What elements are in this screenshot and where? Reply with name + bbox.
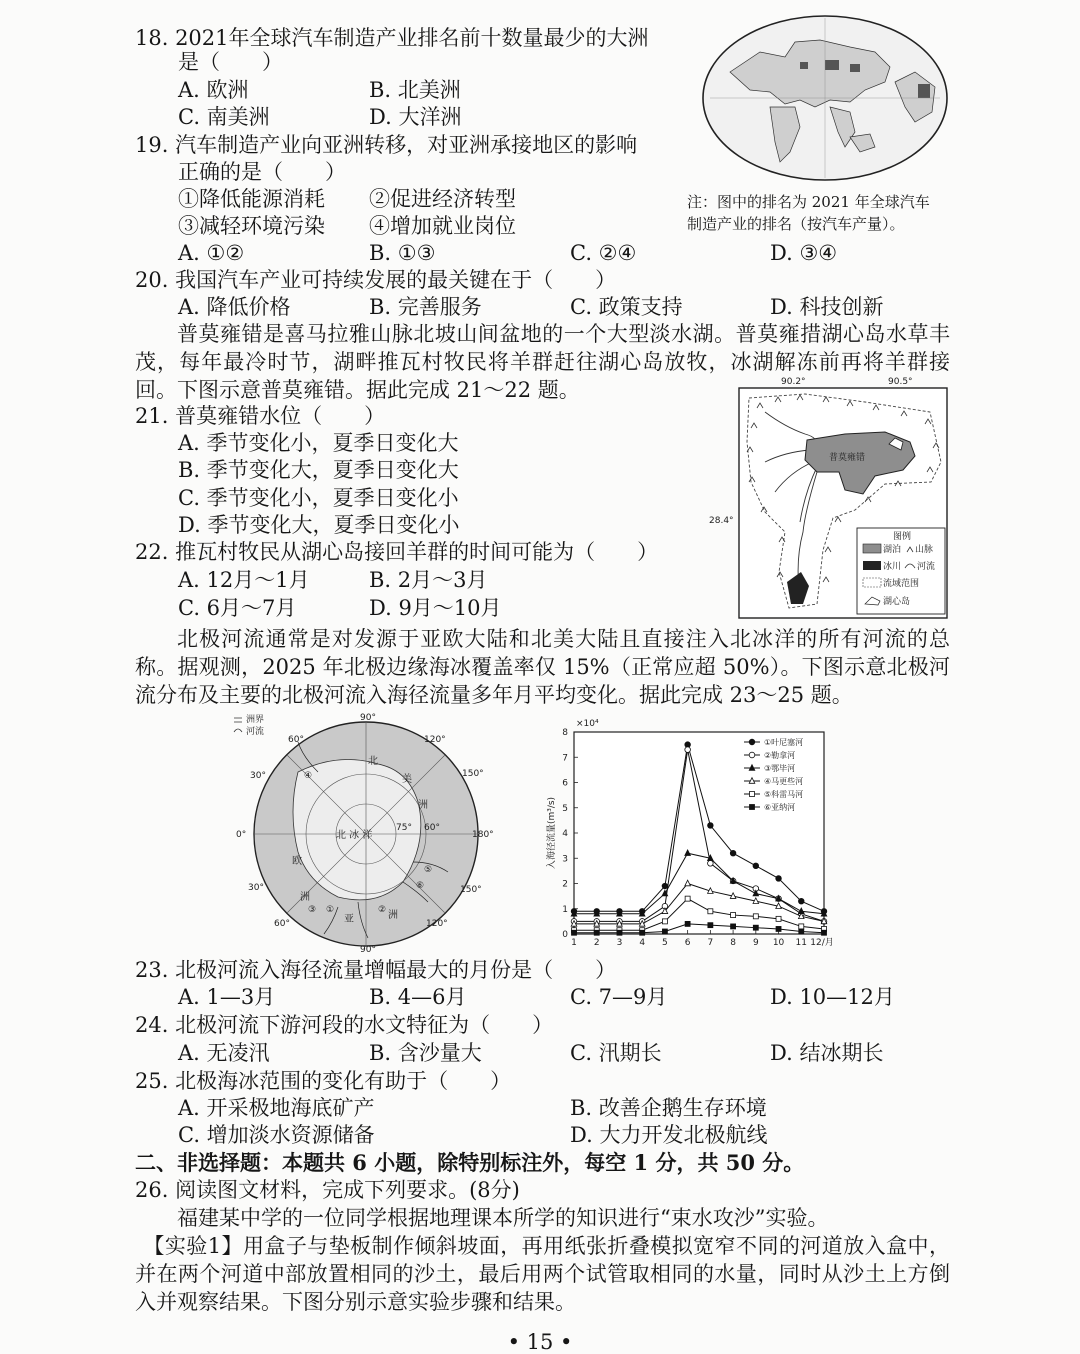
svg-text:欧: 欧 <box>292 856 302 867</box>
svg-text:75°: 75° <box>396 823 412 833</box>
svg-text:30°: 30° <box>248 883 264 893</box>
y-axis-label: 入海径流量(m³/s) <box>547 796 557 870</box>
svg-text:图例: 图例 <box>893 532 912 542</box>
svg-text:北: 北 <box>368 756 378 767</box>
data-point <box>708 861 714 867</box>
lake-map-lon-2: 90.5° <box>888 377 913 387</box>
svg-text:洲: 洲 <box>418 800 428 811</box>
svg-text:流域范围: 流域范围 <box>883 579 920 589</box>
x-tick-label: 11 <box>795 938 807 948</box>
q21-option-c: C. 季节变化小，夏季日变化小 <box>178 486 459 510</box>
y-tick-label: 8 <box>562 728 568 738</box>
svg-text:山脉: 山脉 <box>915 545 934 555</box>
q22-option-c: C. 6月～7月 <box>178 596 297 620</box>
svg-text:冰川: 冰川 <box>883 562 902 572</box>
svg-text:120°: 120° <box>424 735 446 745</box>
y-tick-label: 3 <box>562 854 568 865</box>
q25-option-b: B. 改善企鹅生存环境 <box>570 1096 767 1120</box>
q23-option-a: A. 1—3月 <box>178 985 276 1009</box>
q19-option-b: B. ①③ <box>369 241 436 265</box>
svg-text:60°: 60° <box>288 735 304 745</box>
data-point <box>572 930 577 935</box>
q21-stem: 21. 普莫雍错水位（ ） <box>135 404 386 428</box>
q25-option-c: C. 增加淡水资源储备 <box>178 1123 375 1147</box>
svg-text:180°: 180° <box>472 830 494 840</box>
q19-item-2: ②促进经济转型 <box>369 187 516 211</box>
q20-option-d: D. 科技创新 <box>770 295 884 319</box>
data-point <box>749 739 755 745</box>
q19-option-d: D. ③④ <box>770 241 838 265</box>
data-point <box>617 930 622 935</box>
data-point <box>799 924 804 929</box>
q19-item-4: ④增加就业岗位 <box>369 214 516 238</box>
data-point <box>685 896 690 901</box>
svg-text:湖泊: 湖泊 <box>883 545 902 555</box>
data-point <box>798 898 804 904</box>
q25-option-a: A. 开采极地海底矿产 <box>178 1096 375 1120</box>
q24-option-c: C. 汛期长 <box>570 1041 662 1065</box>
svg-text:150°: 150° <box>460 885 482 895</box>
y-tick-label: 6 <box>562 778 568 789</box>
svg-text:洲: 洲 <box>388 910 398 921</box>
svg-text:30°: 30° <box>250 771 266 781</box>
passage-experiment-1: 【实验1】用盒子与垫板制作倾斜坡面，再用纸张折叠模拟宽窄不同的河道放入盒中，并在两个河道中部放置相同的沙土，最后用两个试管取相同的水量，同时从沙土上方倒入并观察结果。下图分别示意实验步骤和结果。 <box>135 1234 950 1314</box>
x-tick-label: 10 <box>772 938 785 948</box>
svg-text:③: ③ <box>308 905 317 915</box>
q24-option-d: D. 结冰期长 <box>770 1041 884 1065</box>
svg-text:150°: 150° <box>462 769 484 779</box>
q18-stem-cont: 是（ ） <box>178 50 283 74</box>
svg-text:湖心岛: 湖心岛 <box>883 597 911 607</box>
svg-text:北 冰 洋: 北 冰 洋 <box>336 830 373 841</box>
svg-text:洲: 洲 <box>300 892 310 903</box>
q18-option-b: B. 北美洲 <box>369 78 461 102</box>
data-point <box>685 921 690 926</box>
legend-label: ③鄂毕河 <box>764 764 796 773</box>
lake-map-lat: 28.4° <box>709 516 734 526</box>
data-point <box>730 850 736 856</box>
x-tick-label: 6 <box>684 938 691 948</box>
data-point <box>662 929 667 934</box>
x-tick-label: 4 <box>639 938 646 948</box>
x-tick-label: 2 <box>593 938 600 948</box>
q19-option-a: A. ①② <box>178 241 245 265</box>
y-tick-label: 4 <box>562 829 568 839</box>
runoff-line-chart <box>540 712 850 952</box>
lake-name: 普莫雍错 <box>829 453 866 463</box>
svg-text:⑤: ⑤ <box>424 865 433 875</box>
data-point <box>753 914 758 919</box>
x-tick-label: 7 <box>707 938 714 948</box>
q18-option-c: C. 南美洲 <box>178 105 270 129</box>
legend-label: ⑥亚纳河 <box>764 803 796 812</box>
svg-text:60°: 60° <box>424 823 440 833</box>
lake-map <box>705 372 950 620</box>
x-tick-label: 3 <box>616 938 623 948</box>
data-point <box>731 913 736 918</box>
q21-option-b: B. 季节变化大，夏季日变化大 <box>178 458 459 482</box>
q19-option-c: C. ②④ <box>570 241 637 265</box>
q26-stem: 26. 阅读图文材料，完成下列要求。(8分) <box>135 1178 520 1202</box>
x-tick-label: 8 <box>730 938 736 948</box>
data-point <box>731 924 736 929</box>
svg-text:河流: 河流 <box>917 562 936 572</box>
svg-text:④: ④ <box>304 771 313 781</box>
q20-option-a: A. 降低价格 <box>178 295 291 319</box>
page-number: • 15 • <box>507 1330 573 1354</box>
legend-label: ⑤科雷马河 <box>764 790 804 799</box>
data-point <box>753 925 758 930</box>
q25-option-d: D. 大力开发北极航线 <box>570 1123 768 1147</box>
q22-option-a: A. 12月～1月 <box>178 568 310 592</box>
y-tick-label: 2 <box>562 879 568 890</box>
x-tick-label: 5 <box>662 938 668 948</box>
legend-label: ④马更些河 <box>764 777 804 786</box>
q24-stem: 24. 北极河流下游河段的水文特征为（ ） <box>135 1013 554 1037</box>
passage-arctic-rivers: 北极河流通常是对发源于亚欧大陆和北美大陆且直接注入北冰洋的所有河流的总称。据观测，2025 年北极边缘海冰覆盖率仅 15%（正常应超 50%）。下图示意北极河流分布及主要的北极河流入海径流量多年月平均变化。据此完成 23～25 题。 <box>135 627 950 707</box>
legend-label: ②勒拿河 <box>764 751 796 760</box>
y-exponent-label: ×10⁴ <box>576 719 599 729</box>
q18-option-a: A. 欧洲 <box>178 78 249 102</box>
lake-map-lon-1: 90.2° <box>781 377 806 387</box>
q18-option-d: D. 大洋洲 <box>369 105 462 129</box>
data-point <box>685 747 691 753</box>
y-tick-label: 7 <box>562 753 568 764</box>
q19-stem: 19. 汽车制造产业向亚洲转移，对亚洲承接地区的影响 <box>135 133 638 157</box>
q22-option-b: B. 2月～3月 <box>369 568 488 592</box>
svg-text:⑥: ⑥ <box>416 881 425 891</box>
data-point <box>662 919 667 924</box>
data-point <box>640 930 645 935</box>
svg-text:美: 美 <box>402 774 412 785</box>
arctic-map <box>228 712 494 955</box>
q22-stem: 22. 推瓦村牧民从湖心岛接回羊群的时间可能为（ ） <box>135 540 659 564</box>
data-point <box>799 929 804 934</box>
q23-option-b: B. 4—6月 <box>369 985 467 1009</box>
q24-option-b: B. 含沙量大 <box>369 1041 482 1065</box>
lake-map-legend <box>857 528 945 614</box>
svg-text:河流: 河流 <box>246 727 265 737</box>
data-point <box>822 930 827 935</box>
svg-text:120°: 120° <box>426 919 448 929</box>
svg-text:90°: 90° <box>360 945 376 955</box>
q20-option-b: B. 完善服务 <box>369 295 482 319</box>
q20-stem: 20. 我国汽车产业可持续发展的最关键在于（ ） <box>135 268 617 292</box>
data-point <box>750 792 755 797</box>
q25-stem: 25. 北极海冰范围的变化有助于（ ） <box>135 1069 512 1093</box>
svg-text:洲界: 洲界 <box>246 715 265 725</box>
data-point <box>662 883 668 889</box>
x-tick-label: 1 <box>571 938 577 948</box>
data-point <box>753 863 759 869</box>
map-note-line-1: 注：图中的排名为 2021 年全球汽车 <box>687 193 930 211</box>
svg-text:60°: 60° <box>274 919 290 929</box>
data-point <box>750 805 755 810</box>
legend-label: ①叶尼塞河 <box>764 738 804 747</box>
passage-experiment-intro: 福建某中学的一位同学根据地理课本所学的知识进行“束水攻沙”实验。 <box>177 1206 829 1230</box>
q20-option-c: C. 政策支持 <box>570 295 683 319</box>
data-point <box>776 876 782 882</box>
data-point <box>594 930 599 935</box>
q23-stem: 23. 北极河流入海径流量增幅最大的月份是（ ） <box>135 958 617 982</box>
map-note-line-2: 制造产业的排名（按汽车产量）。 <box>687 215 905 233</box>
q23-option-c: C. 7—9月 <box>570 985 668 1009</box>
q21-option-d: D. 季节变化大，夏季日变化小 <box>178 513 460 537</box>
world-car-map <box>700 12 950 184</box>
q19-item-1: ①降低能源消耗 <box>178 187 325 211</box>
passage-pumoyongcuo: 普莫雍错是喜马拉雅山脉北坡山间盆地的一个大型淡水湖。普莫雍措湖心岛水草丰茂，每年最冷时节，湖畔推瓦村牧民将羊群赶往湖心岛放牧，冰湖解冻前再将羊群接回。下图示意普莫雍错。据此完成 21～22 题。 <box>135 322 950 402</box>
data-point <box>749 752 755 758</box>
q24-option-a: A. 无凌汛 <box>178 1041 270 1065</box>
y-tick-label: 1 <box>562 904 568 915</box>
q18-stem: 18. 2021年全球汽车制造产业排名前十数量最少的大洲 <box>135 26 649 50</box>
q19-item-3: ③减轻环境污染 <box>178 214 325 238</box>
data-point <box>708 923 713 928</box>
section-2-heading: 二、非选择题：本题共 6 小题，除特别标注外，每空 1 分，共 50 分。 <box>135 1150 805 1175</box>
data-point <box>708 909 713 914</box>
y-tick-label: 0 <box>562 930 568 940</box>
x-tick-label: 9 <box>752 938 759 948</box>
q19-stem-cont: 正确的是（ ） <box>178 160 346 184</box>
svg-text:①: ① <box>326 905 335 915</box>
data-point <box>776 916 781 921</box>
q22-option-d: D. 9月～10月 <box>369 596 502 620</box>
x-unit-label: 12/月 <box>810 938 834 948</box>
svg-text:90°: 90° <box>360 713 376 723</box>
svg-text:0°: 0° <box>236 830 247 840</box>
y-tick-label: 5 <box>562 803 568 814</box>
svg-text:亚: 亚 <box>344 914 354 925</box>
q23-option-d: D. 10—12月 <box>770 985 895 1009</box>
arctic-map-legend <box>234 713 264 737</box>
data-point <box>776 926 781 931</box>
data-point <box>708 823 714 829</box>
svg-text:②: ② <box>378 905 387 915</box>
q21-option-a: A. 季节变化小，夏季日变化大 <box>178 431 459 455</box>
